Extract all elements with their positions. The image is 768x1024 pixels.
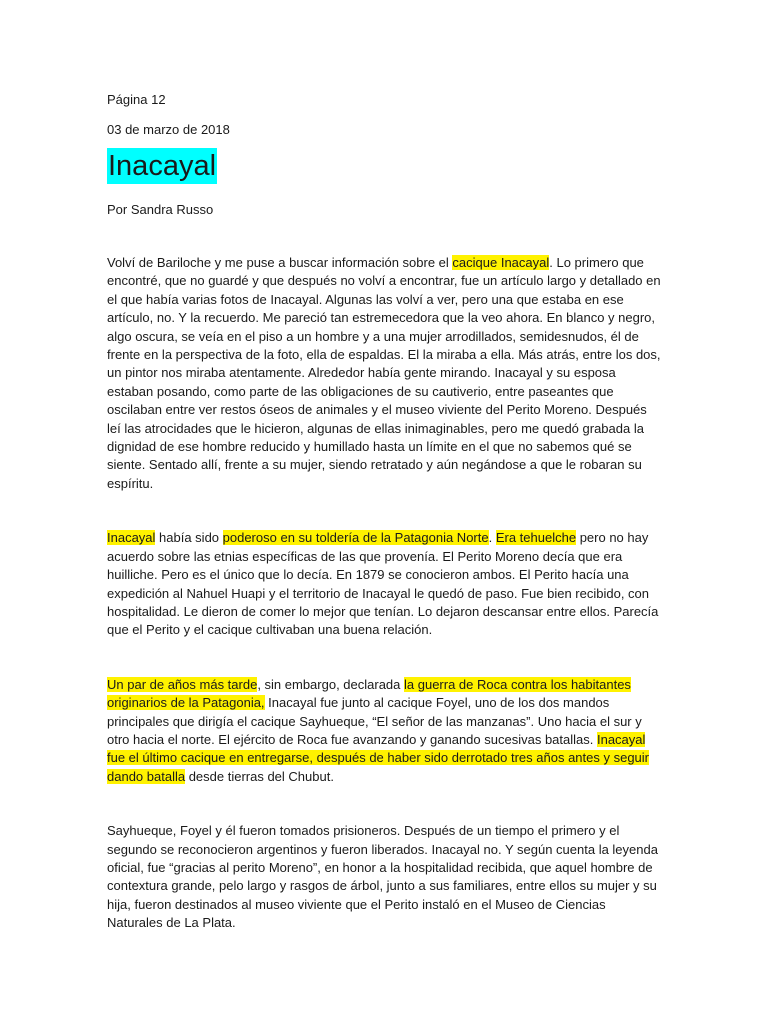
paragraph-2 bbox=[107, 529, 663, 639]
highlighted-text: cacique Inacayal bbox=[452, 255, 550, 270]
text-run: , sin embargo, declarada bbox=[257, 676, 405, 692]
highlighted-text: la guerra de Roca contra los habitantes originarios de la Patagonia, bbox=[107, 676, 631, 711]
highlighted-text: Inacayal fue el último cacique en entregarse, después de haber sido derrotado tres años antes y seguir dando batalla bbox=[107, 731, 650, 784]
text-run: desde tierras del Chubut. bbox=[185, 768, 334, 784]
highlighted-text: Era tehuelche bbox=[495, 530, 577, 546]
highlighted-text: poderoso en su toldería de la Patagonia Norte bbox=[222, 530, 489, 546]
article-author: Por Sandra Russo bbox=[107, 202, 214, 217]
document-content bbox=[107, 92, 663, 969]
text-run: Inacayal fue junto al cacique Foyel, uno de los dos mandos principales que dirigía el cacique Sayhueque, “El señor de las manzanas”. Uno hacia el sur y otro hacia el norte. El ejército de Roca fue avanzando y ganando sucesivas batallas. bbox=[107, 695, 642, 747]
text-run: pero no hay acuerdo sobre las etnias específicas de las que provenía. El Perito Moreno decía que era huilliche. Pero es el único que lo decía. En 1879 se conocieron ambos. El Perito hacía una expedición al Nahuel Huapi y el territorio de Inacayal le quedó de paso. Fue bien recibido, con hospitalidad. Le dieron de comer lo mejor que tenían. Lo dejaron descansar entre ellos. Parecía que el Perito y el cacique cultivaban una buena relación. bbox=[107, 530, 659, 638]
paragraph-4 bbox=[107, 822, 663, 932]
highlighted-text: Un par de años más tarde bbox=[107, 676, 258, 692]
text-run: Volví de Bariloche y me puse a buscar información sobre el bbox=[107, 255, 453, 270]
publication-date: 03 de marzo de 2018 bbox=[107, 122, 230, 137]
paragraph-3 bbox=[107, 676, 663, 786]
page-number-label: Página 12 bbox=[107, 92, 166, 107]
article-title: Inacayal bbox=[108, 150, 217, 182]
highlighted-text: Inacayal bbox=[107, 530, 156, 546]
paragraph-1 bbox=[107, 254, 663, 493]
text-run: había sido bbox=[155, 530, 223, 546]
text-run: Sayhueque, Foyel y él fueron tomados prisioneros. Después de un tiempo el primero y el segundo se reconocieron argentinos y fueron liberados. Inacayal no. Y según cuenta la leyenda oficial, fue “gracias al perito Moreno”, en honor a la hospitalidad recibida, que aquel hombre de contextura grande, pelo largo y rasgos de árbol, junto a sus familiares, entre ellos su mujer y su hija, fueron destinados al museo viviente que el Perito instaló en el Museo de Ciencias Naturales de La Plata. bbox=[107, 823, 658, 931]
title-wrapper bbox=[107, 148, 663, 194]
text-run: . Lo primero que encontré, que no guardé y que después no volví a encontrar, fue un artículo largo y detallado en el que había varias fotos de Inacayal. Algunas las volví a ver, pero una que estaba en ese artículo, no. Y la recuerdo. Me pareció tan estremecedora que la veo ahora. En blanco y negro, algo oscura, se veía en el piso a un hombre y a una mujer arrodillados, semidesnudos, él de frente en la perspectiva de la foto, ella de espaldas. El la miraba a ella. Más atrás, entre los dos, un pintor nos miraba atentamente. Alrededor había gente mirando. Inacayal y su esposa estaban posando, como parte de las obligaciones de su cautiverio, entre paseantes que oscilaban entre ver restos óseos de animales y el museo viviente del Perito Moreno. Después leí las atrocidades que le hicieron, algunas de ellas inimaginables, pero me quedó grabada la dignidad de ese hombre reducido y humillado hasta un límite en el que no sabemos qué se siente. Sentado allí, frente a su mujer, siendo retratado y aún negándose a que le robaran su espíritu. bbox=[107, 255, 661, 491]
text-run: . bbox=[488, 530, 496, 546]
